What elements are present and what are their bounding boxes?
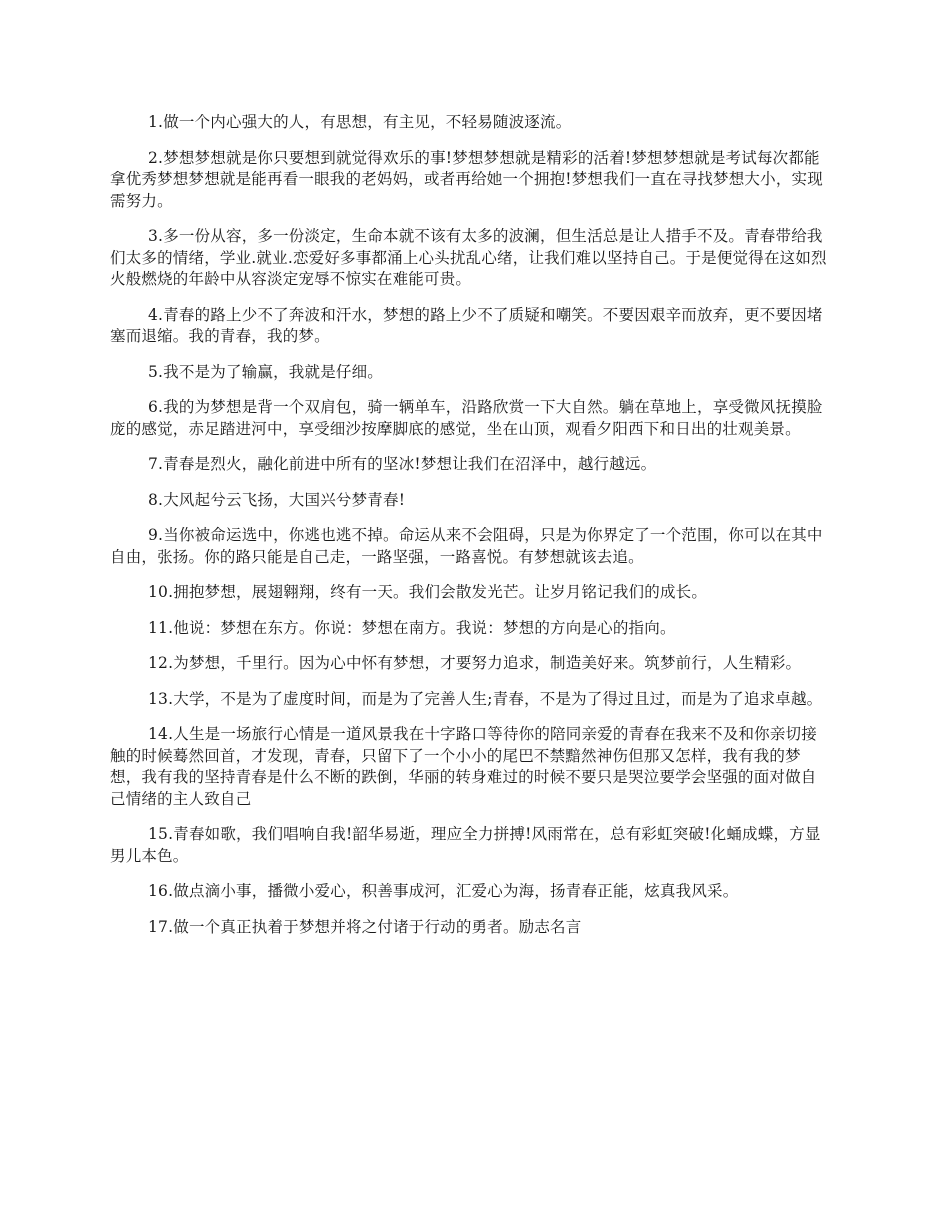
paragraph-10: 10.拥抱梦想，展翅翱翔，终有一天。我们会散发光芒。让岁月铭记我们的成长。: [148, 583, 708, 601]
paragraph-16: 16.做点滴小事，播微小爱心，积善事成河，汇爱心为海，扬青春正能，炫真我风采。: [148, 882, 739, 900]
paragraph-4: 4.青春的路上少不了奔波和汗水，梦想的路上少不了质疑和嘲笑。不要因艰辛而放弃，更不要因堵塞而退缩。我的青春，我的梦。: [110, 305, 823, 345]
paragraph-2: 2.梦想梦想就是你只要想到就觉得欢乐的事!梦想梦想就是精彩的活着!梦想梦想就是考试每次都能拿优秀梦想梦想就是能再看一眼我的老妈妈，或者再给她一个拥抱!梦想我们一直在寻找梦想大小，实现需努力。: [110, 148, 823, 210]
paragraph-8: 8.大风起兮云飞扬，大国兴兮梦青春!: [148, 490, 406, 509]
paragraph-3: 3.多一份从容，多一份淡定，生命本就不该有太多的波澜，但生活总是让人措手不及。青春带给我们太多的情绪，学业.就业.恋爱好多事都涌上心头扰乱心绪，让我们难以坚持自己。于是便觉得在这如烈火般燃烧的年龄中从容淡定宠辱不惊实在难能可贵。: [110, 227, 827, 288]
document-body: [110, 112, 830, 938]
paragraph-9: 9.当你被命运选中，你逃也逃不掉。命运从来不会阻碍，只是为你界定了一个范围，你可以在其中自由，张扬。你的路只能是自己走，一路坚强，一路喜悦。有梦想就该去追。: [110, 526, 823, 566]
paragraph-14: 14.人生是一场旅行心情是一道风景我在十字路口等待你的陪同亲爱的青春在我来不及和你亲切接触的时候蓦然回首，才发现，青春，只留下了一个小小的尾巴不禁黯然神伤但那又怎样，我有我的梦想，我有我的坚持青春是什么不断的跌倒，华丽的转身难过的时候不要只是哭泣要学会坚强的面对做自己情绪的主人致自己: [110, 725, 817, 808]
paragraph-1: 1.做一个内心强大的人，有思想，有主见，不轻易随波逐流。: [148, 113, 572, 131]
paragraph-13: 13.大学，不是为了虚度时间，而是为了完善人生;青春，不是为了得过且过，而是为了追求卓越。: [148, 689, 823, 708]
paragraph-17: 17.做一个真正执着于梦想并将之付诸于行动的勇者。励志名言: [148, 917, 582, 936]
paragraph-5: 5.我不是为了输赢，我就是仔细。: [148, 362, 383, 381]
paragraph-15: 15.青春如歌，我们唱响自我!韶华易逝，理应全力拼搏!风雨常在，总有彩虹突破!化蛹成蝶，方显男儿本色。: [110, 825, 821, 865]
paragraph-11: 11.他说：梦想在东方。你说：梦想在南方。我说：梦想的方向是心的指向。: [148, 618, 676, 637]
paragraph-7: 7.青春是烈火，融化前进中所有的坚冰!梦想让我们在沼泽中，越行越远。: [148, 455, 657, 473]
paragraph-12: 12.为梦想，千里行。因为心中怀有梦想，才要努力追求，制造美好来。筑梦前行，人生精彩。: [148, 654, 802, 672]
paragraph-6: 6.我的为梦想是背一个双肩包，骑一辆单车，沿路欣赏一下大自然。躺在草地上，享受微风抚摸脸庞的感觉，赤足踏进河中，享受细沙按摩脚底的感觉，坐在山顶，观看夕阳西下和日出的壮观美景。: [110, 398, 823, 438]
